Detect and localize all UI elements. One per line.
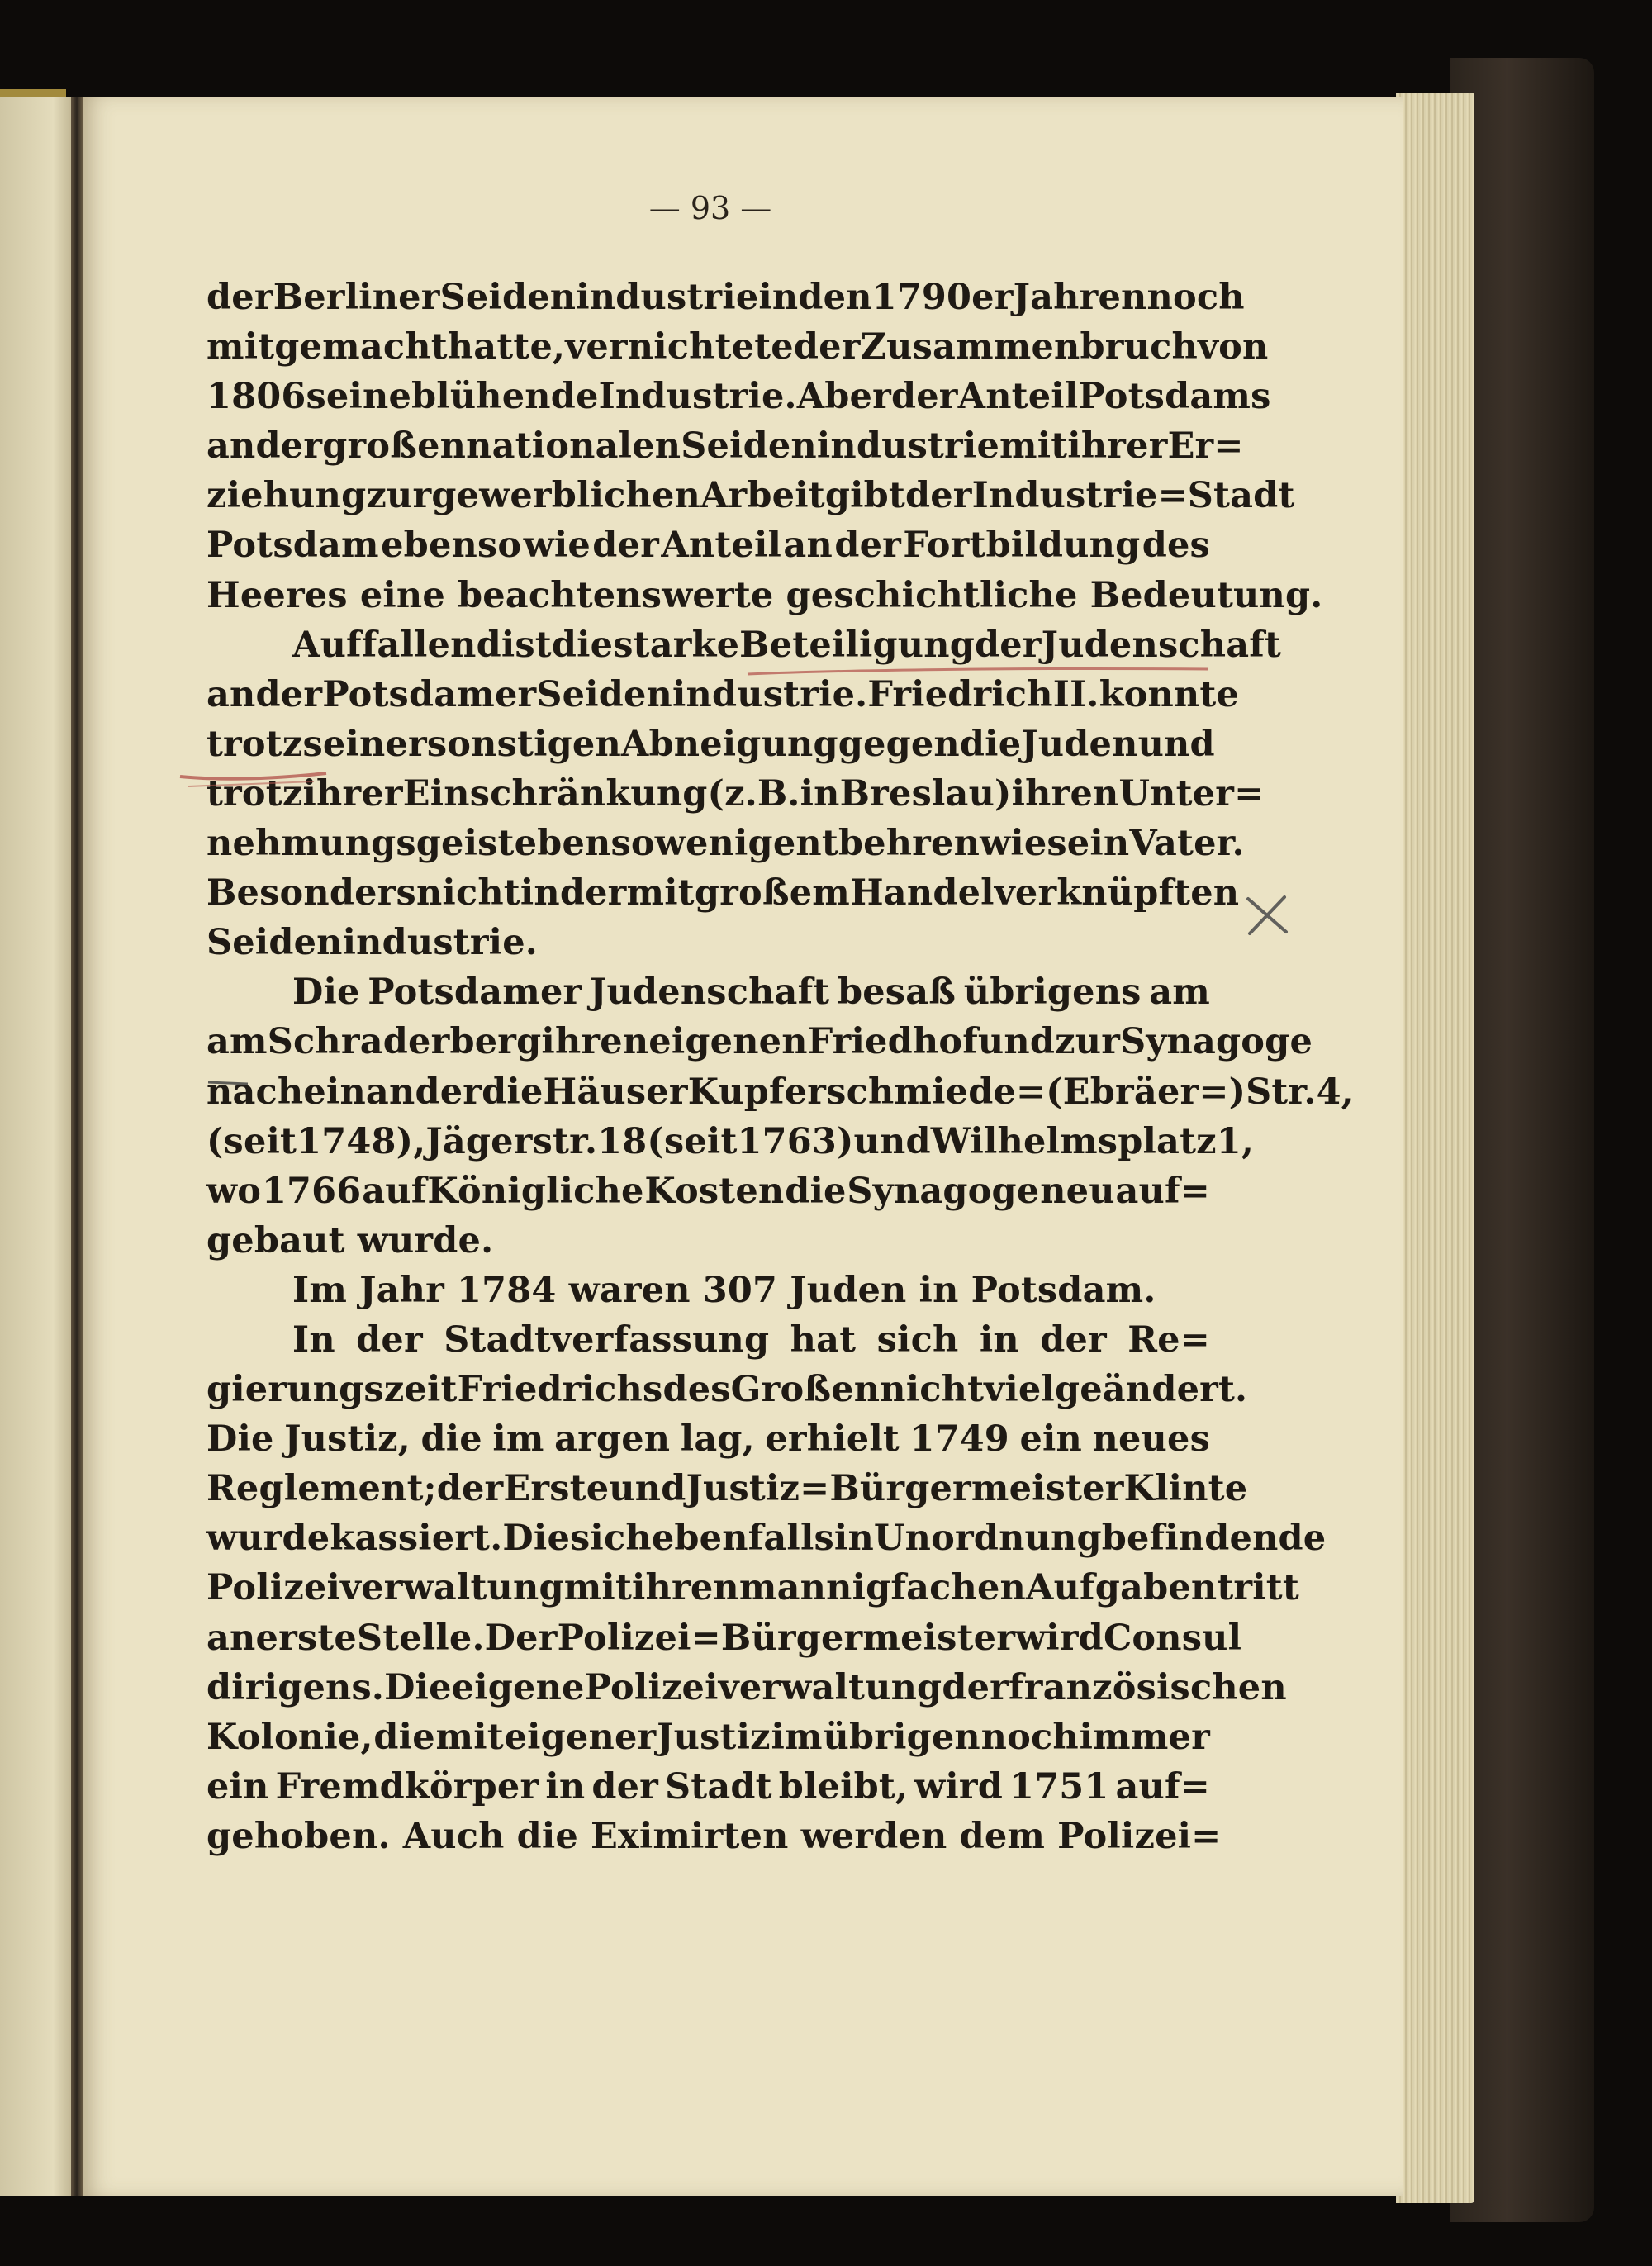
word: ihren xyxy=(632,1567,739,1609)
word: 1749 xyxy=(909,1418,1009,1461)
word: (z. xyxy=(707,772,757,815)
word: Arbeit xyxy=(700,475,825,517)
word: Industrie=Stadt xyxy=(971,475,1295,517)
word: geschichtliche xyxy=(786,574,1078,616)
word: großem xyxy=(694,872,850,914)
word: Seidenindustrie xyxy=(681,425,999,468)
text-line xyxy=(206,1613,1242,1663)
word: der xyxy=(904,475,972,517)
word: der xyxy=(793,326,861,368)
word: an xyxy=(206,1617,256,1659)
word: Vater. xyxy=(1129,823,1245,865)
text-line xyxy=(206,1315,1210,1365)
word: Jahren xyxy=(1013,277,1147,318)
word: 1784 xyxy=(457,1269,557,1311)
text-line xyxy=(206,769,1265,819)
word: trotz xyxy=(206,772,303,815)
word: Heeres xyxy=(206,574,348,616)
word: nationalen xyxy=(466,425,681,468)
word: in xyxy=(800,772,840,815)
word: kassiert. xyxy=(330,1518,503,1560)
word: ebenso xyxy=(381,525,522,567)
word: Die xyxy=(384,1666,452,1708)
word: Justiz=Bürgermeister xyxy=(686,1468,1124,1510)
word: Wilhelmsplatz xyxy=(930,1120,1217,1162)
word: übrigens xyxy=(963,971,1142,1014)
page-number: — 93 — xyxy=(648,190,772,226)
word: Bedeutung. xyxy=(1089,574,1323,616)
word: die xyxy=(482,1071,544,1113)
word: am xyxy=(206,1021,268,1063)
word: neues xyxy=(1092,1418,1210,1461)
word: 1751 xyxy=(1009,1765,1109,1808)
text-line xyxy=(206,1563,1299,1613)
word: an xyxy=(783,525,833,567)
text-line xyxy=(206,1017,1313,1066)
word: gehoben. xyxy=(206,1815,391,1857)
word: seiner xyxy=(302,723,427,765)
previous-page-sliver xyxy=(0,97,76,2196)
word: den xyxy=(798,277,872,318)
word: sich xyxy=(876,1318,959,1361)
word: Reglement; xyxy=(206,1468,437,1510)
word: Polizeiverwaltung xyxy=(584,1666,942,1708)
word: 4, xyxy=(1316,1071,1354,1113)
text-line xyxy=(206,1464,1248,1513)
word: Die xyxy=(206,1418,274,1461)
word: Synagoge xyxy=(847,1170,1040,1212)
word: ein xyxy=(1019,1418,1083,1461)
word: auf= xyxy=(1115,1170,1210,1212)
word: neu xyxy=(1040,1170,1115,1212)
word: Potsdam. xyxy=(971,1269,1156,1311)
word: sich xyxy=(570,1518,652,1560)
word: Der xyxy=(484,1617,558,1659)
word: Häuser xyxy=(543,1071,688,1113)
word: zur xyxy=(366,475,432,517)
word: gegen xyxy=(838,723,960,765)
word: Unter= xyxy=(1118,772,1265,815)
word: Polizei= xyxy=(1057,1815,1222,1857)
word: nacheinander xyxy=(206,1071,482,1113)
word: Fortbildung xyxy=(903,525,1141,567)
word: 1806 xyxy=(206,376,306,418)
word: wird xyxy=(1015,1617,1104,1659)
word: bleibt, xyxy=(778,1765,909,1808)
word: Aber xyxy=(796,376,891,418)
word: der xyxy=(206,277,273,318)
word: die xyxy=(551,624,614,666)
word: ihrer xyxy=(1067,425,1168,468)
word: blühende xyxy=(411,376,599,418)
word: in xyxy=(979,1318,1019,1361)
word: Erste xyxy=(503,1468,610,1510)
word: II. xyxy=(1052,673,1099,715)
word: (seit xyxy=(206,1120,297,1162)
word: die xyxy=(785,1170,847,1212)
text-line xyxy=(206,670,1239,720)
word: mit xyxy=(563,1567,633,1609)
word: Beteiligung xyxy=(739,624,975,666)
text-line xyxy=(206,520,1210,570)
text-line xyxy=(206,1663,1287,1713)
text-line xyxy=(206,471,1295,520)
word: auf= xyxy=(1115,1765,1210,1808)
word: der xyxy=(592,525,659,567)
word: trotz xyxy=(206,723,303,765)
word: ebensowenig xyxy=(514,823,773,865)
word: werden xyxy=(800,1815,947,1857)
word: Potsdams xyxy=(1078,376,1271,418)
word: hatte, xyxy=(447,326,566,368)
word: lag, xyxy=(680,1418,755,1461)
text-line xyxy=(206,1414,1210,1464)
word: der xyxy=(974,624,1042,666)
word: Re= xyxy=(1127,1318,1210,1361)
word: dem xyxy=(959,1815,1046,1857)
word: ein xyxy=(206,1765,269,1808)
body-text xyxy=(206,273,1354,1861)
word: befindende xyxy=(1101,1518,1327,1560)
word: Potsdam xyxy=(206,525,379,567)
word: an xyxy=(206,425,256,468)
word: Judenschaft xyxy=(1041,624,1282,666)
word: gibt xyxy=(824,475,905,517)
word: in xyxy=(919,1269,959,1311)
text-line xyxy=(206,819,1245,868)
text-line xyxy=(206,1266,1210,1315)
word: erhielt xyxy=(765,1418,900,1461)
word: Potsdamer xyxy=(368,971,582,1014)
word: Abneigung xyxy=(620,723,838,765)
word: Die xyxy=(502,1518,571,1560)
word: Potsdamer xyxy=(322,673,537,715)
word: in xyxy=(833,1518,874,1560)
word: übrigen xyxy=(823,1716,980,1758)
word: Fremdkörper xyxy=(275,1765,539,1808)
word: nehmungsgeist xyxy=(206,823,515,865)
text-line xyxy=(206,1067,1354,1117)
text-line xyxy=(206,1216,1210,1266)
word: des xyxy=(1142,525,1210,567)
word: 1790er xyxy=(871,277,1014,318)
word: mit xyxy=(626,872,695,914)
word: eine xyxy=(359,574,445,616)
word: beachtenswerte xyxy=(457,574,774,616)
word: Synagoge xyxy=(1120,1021,1313,1063)
text-line xyxy=(206,1762,1210,1812)
word: besaß xyxy=(837,971,957,1014)
word: zur xyxy=(1055,1021,1121,1063)
text-line xyxy=(206,918,1210,967)
word: vernichtete xyxy=(565,326,794,368)
word: der xyxy=(591,1765,659,1808)
word: von xyxy=(1197,326,1269,368)
margin-cross-mark xyxy=(1243,891,1291,938)
word: argen xyxy=(554,1418,671,1461)
word: 1766 xyxy=(261,1170,362,1212)
word: Er= xyxy=(1167,425,1244,468)
word: hat xyxy=(790,1318,857,1361)
word: ziehung xyxy=(206,475,367,517)
word: Polizei=Bürgermeister xyxy=(557,1617,1016,1659)
word: wurde xyxy=(206,1518,330,1560)
word: die xyxy=(959,723,1022,765)
word: immer xyxy=(1079,1716,1210,1758)
word: Unordnung xyxy=(873,1518,1102,1560)
text-line xyxy=(206,322,1269,372)
word: (seit xyxy=(647,1120,738,1162)
word: mitgemacht xyxy=(206,326,448,368)
text-line xyxy=(206,1713,1210,1762)
word: Kosten xyxy=(644,1170,785,1212)
word: Klinte xyxy=(1123,1468,1248,1510)
text-line xyxy=(206,372,1271,421)
word: Friedrich xyxy=(867,673,1053,715)
word: noch xyxy=(980,1716,1079,1758)
text-line xyxy=(206,720,1215,769)
word: und xyxy=(853,1120,931,1162)
word: mannigfachen xyxy=(738,1567,1027,1609)
word: ihren xyxy=(1011,772,1119,815)
word: 307 xyxy=(702,1269,778,1311)
word: eigenen xyxy=(648,1021,808,1063)
word: dirigens. xyxy=(206,1666,385,1708)
word: im xyxy=(492,1418,544,1461)
word: großen xyxy=(322,425,467,468)
word: Anteil xyxy=(661,525,782,567)
word: Juden xyxy=(790,1269,907,1311)
word: und xyxy=(977,1021,1056,1063)
word: eigener xyxy=(504,1716,657,1758)
word: Stelle. xyxy=(356,1617,485,1659)
word: B. xyxy=(757,772,800,815)
word: noch xyxy=(1146,277,1245,318)
word: Großen xyxy=(730,1369,881,1411)
word: in xyxy=(758,277,799,318)
word: Justiz, xyxy=(284,1418,411,1461)
word: im xyxy=(771,1716,823,1758)
word: französischen xyxy=(1009,1666,1287,1708)
word: ihrer xyxy=(302,772,403,815)
word: der xyxy=(942,1666,1009,1708)
text-line xyxy=(206,1365,1248,1414)
word: Seidenindustrie. xyxy=(536,673,868,715)
text-line xyxy=(206,273,1245,322)
word: Seidenindustrie xyxy=(439,277,759,318)
word: und xyxy=(609,1468,686,1510)
word: Aufgaben xyxy=(1026,1567,1218,1609)
text-line xyxy=(206,1812,1222,1861)
word: Friedhof xyxy=(807,1021,978,1063)
word: waren xyxy=(568,1269,691,1311)
word: des xyxy=(662,1369,731,1411)
word: nicht xyxy=(880,1369,985,1411)
text-line xyxy=(206,1166,1210,1216)
word: tritt xyxy=(1217,1567,1299,1609)
word: Im xyxy=(292,1269,348,1311)
word: Handel xyxy=(849,872,995,914)
word: eigene xyxy=(451,1666,585,1708)
word: entbehren xyxy=(772,823,980,865)
word: Einschränkung xyxy=(402,772,708,815)
word: der xyxy=(255,425,323,468)
text-line xyxy=(206,421,1244,471)
left-page-gilt-edge xyxy=(0,89,66,97)
word: 1, xyxy=(1216,1120,1255,1162)
word: gierungszeit xyxy=(206,1369,458,1411)
page-stack-edge xyxy=(1396,93,1474,2203)
word: Königliche xyxy=(427,1170,644,1212)
text-line xyxy=(206,868,1240,918)
word: der xyxy=(890,376,958,418)
word: viel xyxy=(984,1369,1055,1411)
word: konnte xyxy=(1099,673,1239,715)
word: mit xyxy=(435,1716,504,1758)
word: verknüpften xyxy=(994,872,1240,914)
word: der xyxy=(1040,1318,1107,1361)
word: Breslau) xyxy=(839,772,1012,815)
word: Besonders xyxy=(206,872,416,914)
word: ebenfalls xyxy=(651,1518,834,1560)
word: Consul xyxy=(1103,1617,1242,1659)
word: wurde. xyxy=(357,1219,494,1261)
word: 18 xyxy=(597,1120,648,1162)
word: Industrie. xyxy=(598,376,797,418)
word: am xyxy=(1149,971,1210,1014)
word: Justiz xyxy=(657,1716,771,1758)
word: die xyxy=(420,1418,482,1461)
word: in xyxy=(520,872,560,914)
text-line xyxy=(206,620,1282,670)
word: Zusammenbruch xyxy=(860,326,1198,368)
word: an xyxy=(206,673,256,715)
text-line xyxy=(206,1117,1255,1166)
word: Seidenindustrie. xyxy=(206,922,538,964)
word: wie xyxy=(980,823,1047,865)
word: wie xyxy=(523,525,591,567)
word: in xyxy=(545,1765,586,1808)
word: (Ebräer=)Str. xyxy=(1046,1071,1317,1113)
word: auf xyxy=(362,1170,427,1212)
text-line xyxy=(206,571,1323,620)
text-line xyxy=(206,1513,1327,1563)
word: Jägerstr. xyxy=(425,1120,598,1162)
word: geändert. xyxy=(1054,1369,1248,1411)
word: mit xyxy=(999,425,1068,468)
word: Kolonie, xyxy=(206,1716,373,1758)
word: gebaut xyxy=(206,1219,345,1261)
word: der xyxy=(834,525,901,567)
word: 1748), xyxy=(297,1120,426,1162)
word: Anteil xyxy=(957,376,1079,418)
word: wird xyxy=(914,1765,1004,1808)
word: Stadt xyxy=(665,1765,772,1808)
word: sonstigen xyxy=(426,723,621,765)
word: der xyxy=(436,1468,504,1510)
book-gutter xyxy=(71,97,83,2196)
word: Die xyxy=(292,971,360,1014)
word: Eximirten xyxy=(591,1815,789,1857)
word: der xyxy=(356,1318,423,1361)
word: der xyxy=(255,673,323,715)
word: sein xyxy=(1047,823,1130,865)
word: Polizeiverwaltung xyxy=(206,1567,564,1609)
word: Friedrichs xyxy=(457,1369,663,1411)
word: seine xyxy=(306,376,412,418)
word: wo xyxy=(206,1170,262,1212)
word: Juden xyxy=(1021,723,1138,765)
word: starke xyxy=(613,624,740,666)
word: In xyxy=(292,1318,335,1361)
word: 1763) xyxy=(737,1120,854,1162)
word: Berliner xyxy=(273,277,440,318)
word: die xyxy=(373,1716,435,1758)
word: und xyxy=(1137,723,1215,765)
word: der xyxy=(559,872,627,914)
word: Kupferschmiede= xyxy=(687,1071,1047,1113)
word: Stadtverfassung xyxy=(444,1318,770,1361)
word: Auffallend xyxy=(292,624,501,666)
text-line xyxy=(206,967,1210,1017)
word: Auch xyxy=(402,1815,505,1857)
word: nicht xyxy=(415,872,520,914)
word: gewerblichen xyxy=(431,475,700,517)
word: die xyxy=(516,1815,578,1857)
word: ihren xyxy=(541,1021,649,1063)
word: Jahr xyxy=(359,1269,444,1311)
word: ist xyxy=(501,624,552,666)
word: erste xyxy=(255,1617,357,1659)
word: Judenschaft xyxy=(589,971,830,1014)
word: Schraderberg xyxy=(267,1021,542,1063)
